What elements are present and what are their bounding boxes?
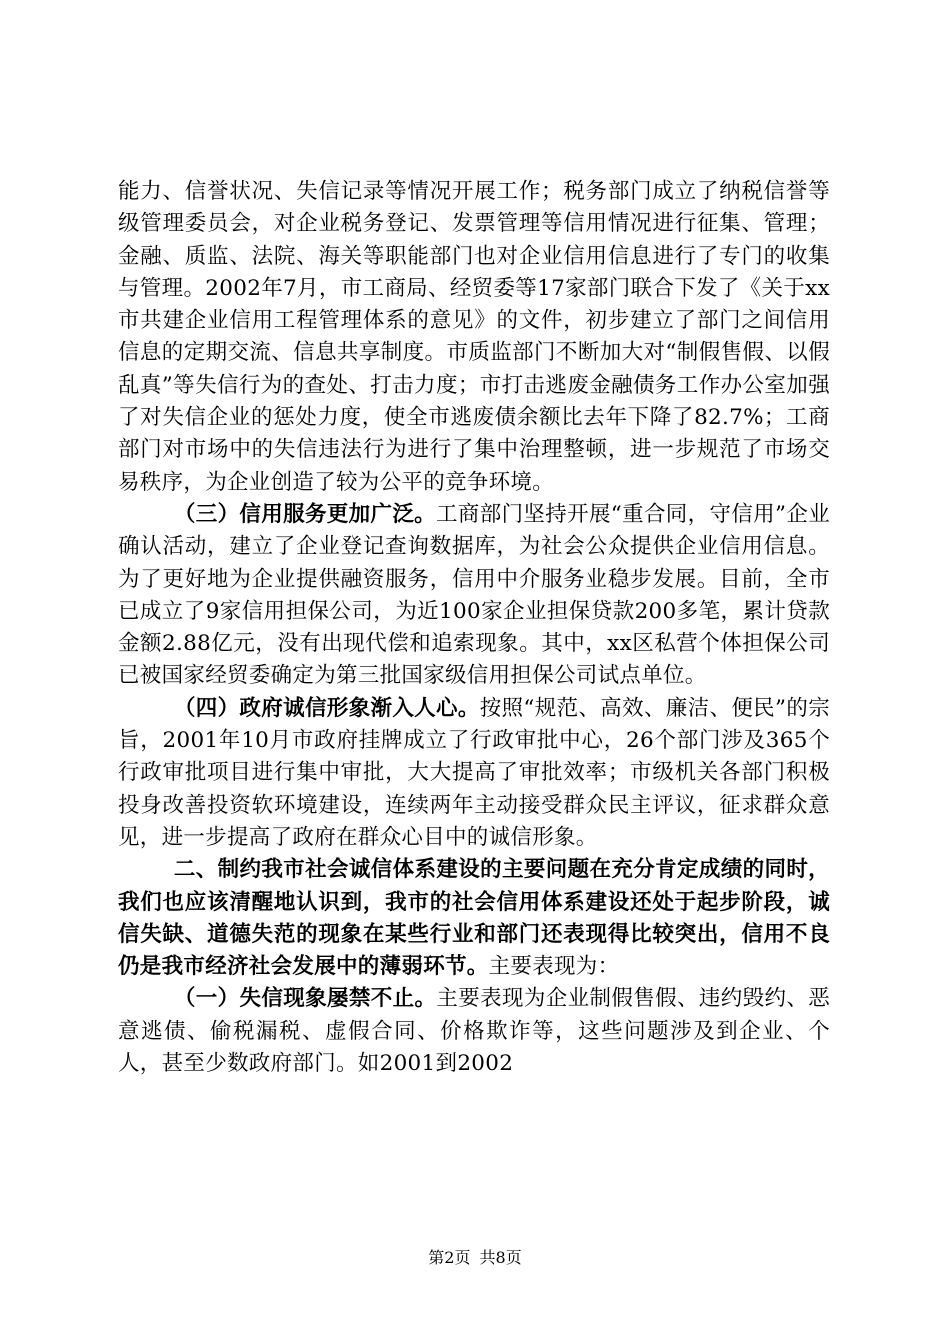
section-heading-two: 二、制约我市社会诚信体系建设的主要问题在充分肯定成绩的同时，我们也应该清醒地认识到，我市的社会信用体系建设还处于起步阶段，诚信失缺、道德失范的现象在某些行业和部门还表现得比较突出，信用不良仍是我市经济社会发展中的薄弱环节。 [118,857,830,980]
paragraph-3-heading: （四）政府诚信形象渐入人心。 [173,695,480,721]
paragraph-4 [118,854,830,983]
page-footer [0,1245,950,1268]
document-body [118,176,830,1080]
page-number: 第2页 [428,1248,471,1267]
paragraph-2-text: 工商部门坚持开展“重合同，守信用”企业确认活动，建立了企业登记查询数据库，为社会公众提供企业信用信息。为了更好地为企业提供融资服务，信用中介服务业稳步发展。目前，全市已成立了9家信用担保公司，为近100家企业担保贷款200多笔，累计贷款金额2.88亿元，没有出现代偿和追索现象。其中，xx区私营个体担保公司已被国家经贸委确定为第三批国家级信用担保公司试点单位。 [118,501,831,689]
paragraph-3 [118,693,830,854]
paragraph-3-text: 按照“规范、高效、廉洁、便民”的宗旨，2001年10月市政府挂牌成立了行政审批中心，26个部门涉及365个行政审批项目进行集中审批，大大提高了审批效率；市级机关各部门积极投身改善投资软环境建设，连续两年主动接受群众民主评议，征求群众意见，进一步提高了政府在群众心目中的诚信形象。 [118,695,831,850]
paragraph-5 [118,983,830,1080]
paragraph-2 [118,499,830,693]
paragraph-2-heading: （三）信用服务更加广泛。 [173,501,437,527]
paragraph-5-text: 主要表现为企业制假售假、违约毁约、恶意逃债、偷税漏税、虚假合同、价格欺诈等，这些问题涉及到企业、个人，甚至少数政府部门。如2001到2002 [118,986,830,1077]
paragraph-4-text: 主要表现为： [488,954,620,980]
paragraph-1-text: 能力、信誉状况、失信记录等情况开展工作；税务部门成立了纳税信誉等级管理委员会，对企业税务登记、发票管理等信用情况进行征集、管理；金融、质监、法院、海关等职能部门也对企业信用信息进行了专门的收集与管理。2002年7月，市工商局、经贸委等17家部门联合下发了《关于xx市共建企业信用工程管理体系的意见》的文件，初步建立了部门之间信用信息的定期交流、信息共享制度。市质监部门不断加大对“制假售假、以假乱真”等失信行为的查处、打击力度；市打击逃废金融债务工作办公室加强了对失信企业的惩处力度，使全市逃废债余额比去年下降了82.7%；工商部门对市场中的失信违法行为进行了集中治理整顿，进一步规范了市场交易秩序，为企业创造了较为公平的竞争环境。 [118,179,830,495]
paragraph-5-heading: （一）失信现象屡禁不止。 [173,986,437,1012]
page-total: 共8页 [479,1248,522,1267]
paragraph-1 [118,176,830,499]
